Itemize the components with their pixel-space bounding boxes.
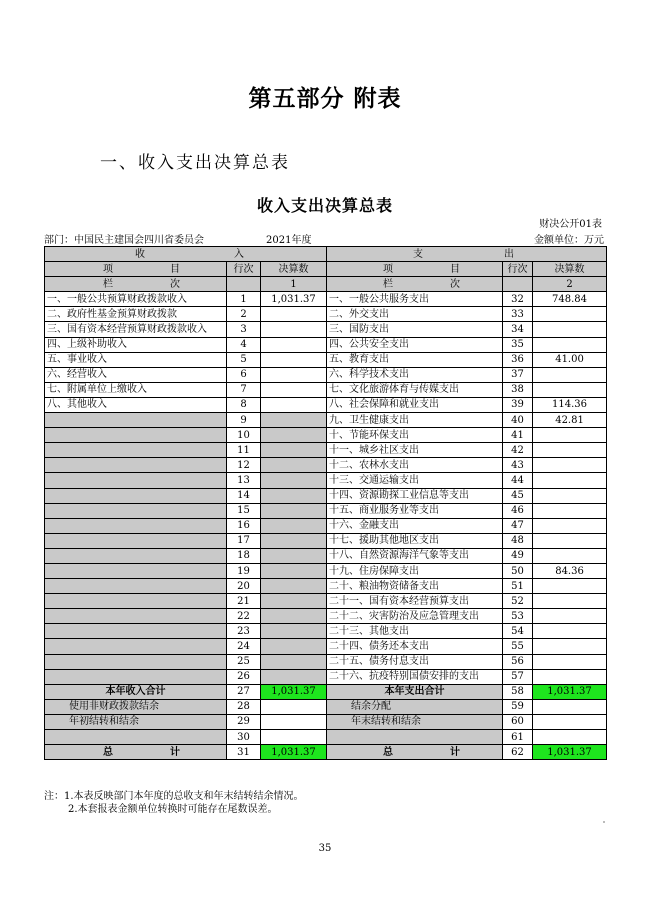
income-amount: 1,031.37: [261, 292, 327, 307]
income-amount: [261, 654, 327, 669]
expense-amount: [533, 307, 607, 322]
scan-speck: [603, 821, 605, 823]
table-row: [45, 563, 607, 578]
expense-line-no: 56: [503, 654, 533, 669]
income-amount: [261, 669, 327, 684]
amount-header-left: 决算数: [261, 262, 327, 277]
income-line-no: 17: [227, 533, 261, 548]
income-item: [45, 473, 227, 488]
expense-amount: [533, 458, 607, 473]
expense-item: 十三、交通运输支出: [327, 473, 503, 488]
notes: [44, 790, 304, 816]
expense-line-no: 42: [503, 443, 533, 458]
table-row: [45, 533, 607, 548]
expense-line-no: 39: [503, 397, 533, 412]
item-header-left-b: 目: [170, 263, 180, 275]
table-row: [45, 639, 607, 654]
expense-item: 二十一、国有资本经营预算支出: [327, 594, 503, 609]
section-title: 一、收入支出决算总表: [100, 153, 290, 173]
surplus-distribution-line-no: 59: [503, 699, 533, 714]
income-item: [45, 563, 227, 578]
expense-line-no: 43: [503, 458, 533, 473]
expense-item: 二十五、债务付息支出: [327, 654, 503, 669]
expense-amount: [533, 669, 607, 684]
expense-header-right: 出: [504, 248, 515, 260]
income-amount: [261, 624, 327, 639]
item-header-right: [327, 262, 503, 277]
expense-line-no: 33: [503, 307, 533, 322]
income-item: [45, 413, 227, 428]
expense-header: [327, 247, 607, 262]
column-index-right-a: 栏: [383, 278, 394, 290]
income-line-no: 23: [227, 624, 261, 639]
expense-amount: [533, 367, 607, 382]
table-row: [45, 337, 607, 352]
expense-item: 十四、资源勘探工业信息等支出: [327, 488, 503, 503]
income-item: 二、政府性基金预算财政拨款: [45, 307, 227, 322]
expense-line-no: 37: [503, 367, 533, 382]
expense-item: 十八、自然资源海洋气象等支出: [327, 548, 503, 563]
blank-left-amount: [261, 730, 327, 745]
note-2: 2.本套报表金额单位转换时可能存在尾数误差。: [68, 804, 278, 815]
table-row: [45, 669, 607, 684]
end-balance-label: 年末结转和结余: [327, 714, 503, 729]
grand-total-income-line-no: 31: [227, 745, 261, 760]
table-row: [45, 322, 607, 337]
income-line-no: 15: [227, 503, 261, 518]
income-line-no: 22: [227, 609, 261, 624]
column-index-2: 2: [533, 277, 607, 292]
expense-amount: [533, 594, 607, 609]
column-index-left-a: 栏: [103, 278, 113, 290]
table-row: [45, 518, 607, 533]
table-row: [45, 382, 607, 397]
expense-amount: 84.36: [533, 563, 607, 578]
income-amount: [261, 518, 327, 533]
income-item: 七、附属单位上缴收入: [45, 382, 227, 397]
table-row: [45, 488, 607, 503]
expense-amount: [533, 443, 607, 458]
expense-amount: [533, 518, 607, 533]
income-amount: [261, 307, 327, 322]
expense-item: 十五、商业服务业等支出: [327, 503, 503, 518]
expense-line-no: 45: [503, 488, 533, 503]
year-expense-total-amount: 1,031.37: [533, 684, 607, 699]
begin-balance-line-no: 29: [227, 714, 261, 729]
column-index-label-right: [327, 277, 503, 292]
table-row: [45, 594, 607, 609]
income-amount: [261, 579, 327, 594]
table-row: [45, 367, 607, 382]
expense-line-no: 51: [503, 579, 533, 594]
expense-line-no: 49: [503, 548, 533, 563]
item-header-right-a: 项: [383, 263, 394, 275]
year-income-total-line-no: 27: [227, 684, 261, 699]
income-amount: [261, 428, 327, 443]
column-index-blank-left: [227, 277, 261, 292]
expense-line-no: 48: [503, 533, 533, 548]
expense-line-no: 34: [503, 322, 533, 337]
header-row-2: [45, 262, 607, 277]
income-line-no: 14: [227, 488, 261, 503]
income-expense-table: [44, 246, 607, 760]
income-line-no: 2: [227, 307, 261, 322]
line-no-header-left: 行次: [227, 262, 261, 277]
table-row: [45, 503, 607, 518]
blank-left-line-no: 30: [227, 730, 261, 745]
income-amount: [261, 533, 327, 548]
table-row: [45, 292, 607, 307]
expense-item: 九、卫生健康支出: [327, 413, 503, 428]
income-item: [45, 458, 227, 473]
income-line-no: 7: [227, 382, 261, 397]
expense-line-no: 35: [503, 337, 533, 352]
expense-line-no: 46: [503, 503, 533, 518]
income-line-no: 18: [227, 548, 261, 563]
income-line-no: 1: [227, 292, 261, 307]
table-row: [45, 458, 607, 473]
year-income-total-label: 本年收入合计: [45, 684, 227, 699]
expense-item: 十一、城乡社区支出: [327, 443, 503, 458]
grand-total-income-label-part-2: 计: [170, 746, 180, 758]
income-item: [45, 624, 227, 639]
income-line-no: 25: [227, 654, 261, 669]
grand-total-expense-amount: 1,031.37: [533, 745, 607, 760]
income-item: 一、一般公共预算财政拨款收入: [45, 292, 227, 307]
income-item: 四、上级补助收入: [45, 337, 227, 352]
surplus-distribution-amount: [533, 699, 607, 714]
expense-amount: [533, 488, 607, 503]
header-row-1: [45, 247, 607, 262]
table-title: 收入支出决算总表: [256, 196, 393, 215]
income-amount: [261, 337, 327, 352]
table-row: [45, 413, 607, 428]
item-header-right-b: 目: [450, 263, 461, 275]
income-line-no: 10: [227, 428, 261, 443]
table-row: [45, 397, 607, 412]
expense-line-no: 38: [503, 382, 533, 397]
grand-total-income-label: [45, 745, 227, 760]
expense-item: 十九、住房保障支出: [327, 563, 503, 578]
income-header: [45, 247, 327, 262]
non-fiscal-amount: [261, 699, 327, 714]
expense-amount: [533, 337, 607, 352]
grand-total-row: [45, 745, 607, 760]
expense-item: 二十四、债务还本支出: [327, 639, 503, 654]
expense-item: 二、外交支出: [327, 307, 503, 322]
table-row: [45, 352, 607, 367]
table-meta: [44, 231, 604, 245]
grand-total-income-label-part-1: 总: [103, 746, 113, 758]
income-item: [45, 609, 227, 624]
income-amount: [261, 367, 327, 382]
non-fiscal-line-no: 28: [227, 699, 261, 714]
expense-amount: [533, 639, 607, 654]
income-item: 五、事业收入: [45, 352, 227, 367]
expense-line-no: 53: [503, 609, 533, 624]
year-total-row: [45, 684, 607, 699]
expense-amount: [533, 579, 607, 594]
income-line-no: 4: [227, 337, 261, 352]
income-amount: [261, 443, 327, 458]
income-amount: [261, 458, 327, 473]
amount-unit: 金额单位：万元: [534, 235, 604, 246]
income-item: [45, 488, 227, 503]
expense-amount: 41.00: [533, 352, 607, 367]
header-row-3: [45, 277, 607, 292]
expense-line-no: 50: [503, 563, 533, 578]
expense-item: 十、节能环保支出: [327, 428, 503, 443]
income-line-no: 26: [227, 669, 261, 684]
table-row: [45, 579, 607, 594]
surplus-distribution-label: 结余分配: [327, 699, 503, 714]
expense-amount: [533, 503, 607, 518]
begin-balance-label: 年初结转和结余: [45, 714, 227, 729]
income-amount: [261, 488, 327, 503]
income-amount: [261, 594, 327, 609]
expense-item: 十六、金融支出: [327, 518, 503, 533]
expense-item: 三、国防支出: [327, 322, 503, 337]
expense-item: 一、一般公共服务支出: [327, 292, 503, 307]
income-amount: [261, 352, 327, 367]
income-line-no: 3: [227, 322, 261, 337]
end-balance-amount: [533, 714, 607, 729]
income-item: [45, 518, 227, 533]
table-row: [45, 307, 607, 322]
expense-amount: 748.84: [533, 292, 607, 307]
expense-line-no: 32: [503, 292, 533, 307]
expense-item: 七、文化旅游体育与传媒支出: [327, 382, 503, 397]
income-line-no: 11: [227, 443, 261, 458]
expense-line-no: 44: [503, 473, 533, 488]
expense-line-no: 57: [503, 669, 533, 684]
grand-total-expense-line-no: 62: [503, 745, 533, 760]
table-row: [45, 609, 607, 624]
expense-amount: 114.36: [533, 397, 607, 412]
table-row: [45, 548, 607, 563]
expense-item: 八、社会保障和就业支出: [327, 397, 503, 412]
income-line-no: 5: [227, 352, 261, 367]
expense-amount: [533, 624, 607, 639]
expense-amount: [533, 548, 607, 563]
income-item: [45, 654, 227, 669]
expense-header-left: 支: [413, 248, 424, 260]
expense-amount: [533, 533, 607, 548]
income-header-left: 收: [135, 248, 145, 260]
column-index-blank-right: [503, 277, 533, 292]
expense-item: 四、公共安全支出: [327, 337, 503, 352]
year-income-total-amount: 1,031.37: [261, 684, 327, 699]
table-row: [45, 428, 607, 443]
income-item: 八、其他收入: [45, 397, 227, 412]
column-index-left-b: 次: [170, 278, 180, 290]
expense-amount: 42.81: [533, 413, 607, 428]
expense-amount: [533, 428, 607, 443]
expense-amount: [533, 322, 607, 337]
income-line-no: 9: [227, 413, 261, 428]
income-item: [45, 579, 227, 594]
income-line-no: 8: [227, 397, 261, 412]
expense-item: 二十、粮油物资储备支出: [327, 579, 503, 594]
expense-line-no: 54: [503, 624, 533, 639]
column-index-1: 1: [261, 277, 327, 292]
income-line-no: 12: [227, 458, 261, 473]
income-amount: [261, 473, 327, 488]
page-title: 第五部分 附表: [248, 86, 402, 112]
balance-row: [45, 714, 607, 729]
income-item: [45, 533, 227, 548]
expense-item: 十七、援助其他地区支出: [327, 533, 503, 548]
income-amount: [261, 322, 327, 337]
fiscal-year: 2021年度: [266, 235, 312, 246]
expense-line-no: 40: [503, 413, 533, 428]
income-item: [45, 548, 227, 563]
blank-right-amount: [533, 730, 607, 745]
form-number: 财决公开01表: [539, 219, 602, 230]
income-line-no: 21: [227, 594, 261, 609]
grand-total-expense-label-part-1: 总: [383, 746, 394, 758]
begin-balance-amount: [261, 714, 327, 729]
income-line-no: 13: [227, 473, 261, 488]
blank-right-label: [327, 730, 503, 745]
expense-item: 二十三、其他支出: [327, 624, 503, 639]
income-item: [45, 503, 227, 518]
item-header-left: [45, 262, 227, 277]
income-item: 三、国有资本经营预算财政拨款收入: [45, 322, 227, 337]
income-amount: [261, 397, 327, 412]
expense-item: 五、教育支出: [327, 352, 503, 367]
income-line-no: 19: [227, 563, 261, 578]
expense-line-no: 47: [503, 518, 533, 533]
income-amount: [261, 639, 327, 654]
expense-item: 六、科学技术支出: [327, 367, 503, 382]
expense-amount: [533, 609, 607, 624]
income-amount: [261, 609, 327, 624]
department-label: 部门：中国民主建国会四川省委员会: [44, 235, 204, 246]
blank-row: [45, 730, 607, 745]
table-row: [45, 624, 607, 639]
column-index-label-left: [45, 277, 227, 292]
blank-right-line-no: 61: [503, 730, 533, 745]
income-item: [45, 639, 227, 654]
income-line-no: 6: [227, 367, 261, 382]
grand-total-income-amount: 1,031.37: [261, 745, 327, 760]
item-header-left-a: 项: [103, 263, 113, 275]
table-row: [45, 443, 607, 458]
income-header-right: 入: [234, 248, 245, 260]
grand-total-expense-label: [327, 745, 503, 760]
income-line-no: 20: [227, 579, 261, 594]
grand-total-expense-label-part-2: 计: [450, 746, 461, 758]
income-amount: [261, 382, 327, 397]
column-index-right-b: 次: [450, 278, 461, 290]
table-row: [45, 654, 607, 669]
expense-line-no: 41: [503, 428, 533, 443]
year-expense-total-line-no: 58: [503, 684, 533, 699]
non-fiscal-surplus-label: 使用非财政拨款结余: [45, 699, 227, 714]
page-number: 35: [318, 843, 332, 854]
note-1: 注：1.本表反映部门本年度的总收支和年末结转结余情况。: [44, 791, 304, 802]
income-amount: [261, 563, 327, 578]
income-item: 六、经营收入: [45, 367, 227, 382]
expense-line-no: 55: [503, 639, 533, 654]
income-item: [45, 594, 227, 609]
expense-amount: [533, 654, 607, 669]
non-fiscal-row: [45, 699, 607, 714]
year-expense-total-label: 本年支出合计: [327, 684, 503, 699]
expense-line-no: 36: [503, 352, 533, 367]
income-line-no: 16: [227, 518, 261, 533]
table-row: [45, 473, 607, 488]
line-no-header-right: 行次: [503, 262, 533, 277]
income-item: [45, 443, 227, 458]
income-amount: [261, 413, 327, 428]
income-amount: [261, 548, 327, 563]
table-body: [45, 247, 607, 760]
expense-amount: [533, 473, 607, 488]
blank-left-label: [45, 730, 227, 745]
expense-amount: [533, 382, 607, 397]
income-item: [45, 669, 227, 684]
expense-item: 十二、农林水支出: [327, 458, 503, 473]
income-item: [45, 428, 227, 443]
expense-line-no: 52: [503, 594, 533, 609]
amount-header-right: 决算数: [533, 262, 607, 277]
expense-item: 二十六、抗疫特别国债安排的支出: [327, 669, 503, 684]
end-balance-line-no: 60: [503, 714, 533, 729]
income-amount: [261, 503, 327, 518]
expense-item: 二十二、灾害防治及应急管理支出: [327, 609, 503, 624]
income-line-no: 24: [227, 639, 261, 654]
